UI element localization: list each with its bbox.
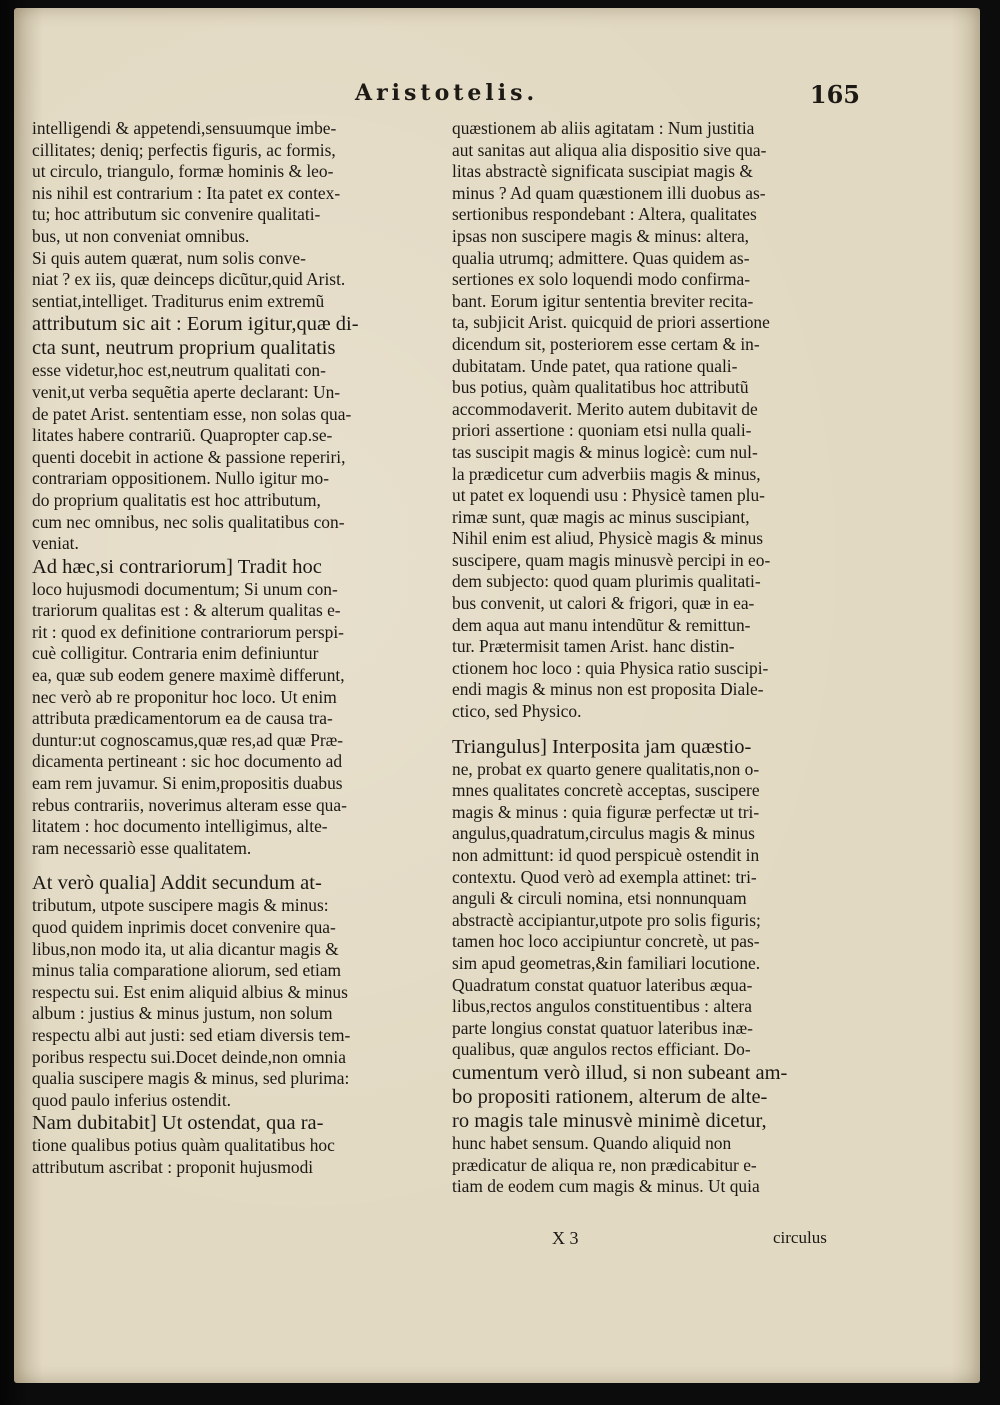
text-line: tiam de eodem cum magis & minus. Ut quia <box>452 1176 760 1197</box>
text-line: tione qualibus potius quàm qualitatibus hoc <box>32 1135 335 1156</box>
text-line: abstractè accipiantur,utpote pro solis figuris; <box>452 909 761 930</box>
text-line: libus,non modo ita, ut alia dicantur magis & <box>32 938 339 959</box>
text-line: quod quidem inprimis docet convenire qua- <box>32 917 336 937</box>
text-line: ipsas non suscipere magis & minus: altera, <box>452 225 750 246</box>
paragraph-gap <box>452 723 846 735</box>
text-line: niat ? ex iis, quæ deinceps dicũtur,quid Arist. <box>32 269 346 290</box>
text-line: bant. Eorum igitur sententia breviter recita- <box>452 290 754 311</box>
text-line: esse videtur,hoc est,neutrum qualitati con- <box>32 360 326 381</box>
text-line: non admittunt: id quod perspicuè ostendit in <box>452 845 760 865</box>
text-line: litas abstractè significata suscipiat magis & <box>452 161 753 182</box>
text-line: duntur:ut cognoscamus,quæ res,ad quæ Præ- <box>32 729 344 750</box>
text-line: magis & minus : quia figuræ perfectæ ut tri- <box>452 801 760 822</box>
text-line: minus talia comparatione aliorum, sed etiam <box>32 960 342 981</box>
text-line: dubitatam. Unde patet, qua ratione quali- <box>452 355 738 376</box>
lemma-line: attributum sic ait : Eorum igitur,quæ di- <box>32 313 359 336</box>
text-line: quæstionem ab aliis agitatam : Num justitia <box>452 118 755 138</box>
text-line: mnes qualitates concretè acceptas, suscipere <box>452 780 760 801</box>
text-line: bus convenit, ut calori & frigori, quæ in ea- <box>452 593 755 614</box>
text-line: ctionem hoc loco : quia Physica ratio suscipi- <box>452 657 769 678</box>
text-line: quenti docebit in actione & passione reperiri, <box>32 446 346 467</box>
lemma-line: At verò qualia] Addit secundum at- <box>32 872 322 895</box>
text-line: attributum ascribat : proponit hujusmodi <box>32 1156 314 1177</box>
text-line: rit : quod ex definitione contrariorum perspi- <box>32 621 344 642</box>
text-line: ea, quæ sub eodem genere maximè differunt, <box>32 665 345 686</box>
text-line: minus ? Ad quam quæstionem illi duobus as- <box>452 182 766 203</box>
text-line: sim apud geometras,&in familiari locutione. <box>452 952 761 973</box>
text-line: contextu. Quod verò ad exempla attinet: tri- <box>452 866 757 887</box>
text-line: Quadratum constat quatuor lateribus æqua- <box>452 974 753 995</box>
text-line: bus, ut non conveniat omnibus. <box>32 225 250 246</box>
text-line: ut circulo, triangulo, formæ hominis & leo- <box>32 161 334 182</box>
text-line: tributum, utpote suscipere magis & minus: <box>32 895 329 916</box>
lemma-line: Triangulus] Interposita jam quæstio- <box>452 735 752 758</box>
text-line: endi magis & minus non est proposita Diale- <box>452 679 764 700</box>
text-line: suscipere, quam magis minusvè percipi in eo- <box>452 549 771 570</box>
text-line: rimæ sunt, quæ magis ac minus suscipiant, <box>452 506 750 527</box>
text-line: intelligendi & appetendi,sensuumque imbe- <box>32 118 337 138</box>
lemma-line: cumentum verò illud, si non subeant am- <box>452 1061 788 1084</box>
text-line: respectu albi aut justi: sed etiam diversis tem- <box>32 1024 351 1045</box>
left-text-column <box>32 118 430 1179</box>
text-line: nec verò ab re proponitur hoc loco. Ut enim <box>32 686 337 707</box>
text-line: ctico, sed Physico. <box>452 701 582 722</box>
text-line: tur. Prætermisit tamen Arist. hanc distin- <box>452 636 735 657</box>
text-line: ta, subjicit Arist. quicquid de priori assertione <box>452 312 770 333</box>
text-line: litates habere contrariũ. Quapropter cap.se- <box>32 425 333 446</box>
text-line: accommodaverit. Merito autem dubitavit de <box>452 398 758 419</box>
text-line: libus,rectos angulos constituentibus : altera <box>452 996 752 1017</box>
running-head: Aristotelis. <box>355 80 539 106</box>
text-line: loco hujusmodi documentum; Si unum con- <box>32 578 338 599</box>
text-line: trariorum qualitas est : & alterum qualitas e- <box>32 600 341 621</box>
text-line: eam rem juvamur. Si enim,propositis duabus <box>32 773 343 794</box>
text-line: priori assertione : quoniam etsi nulla quali- <box>452 420 752 441</box>
text-line: sertionibus respondebant : Altera, qualitates <box>452 204 757 225</box>
text-line: dem subjecto: quod quam plurimis qualitati- <box>452 571 761 592</box>
text-line: anguli & circuli nomina, etsi nonnunquam <box>452 888 747 909</box>
text-line: ram necessariò esse qualitatem. <box>32 837 252 858</box>
catchword: circulus <box>773 1228 827 1247</box>
text-line: prædicatur de aliqua re, non prædicabitur e- <box>452 1154 757 1175</box>
text-line: sertiones ex solo loquendi modo confirma- <box>452 269 750 290</box>
text-line: ut patet ex loquendi usu : Physicè tamen plu- <box>452 485 765 506</box>
text-line: poribus respectu sui.Docet deinde,non omnia <box>32 1046 346 1067</box>
text-line: rebus contrariis, noverimus alteram esse qua- <box>32 794 347 815</box>
text-line: aut sanitas aut aliqua alia dispositio sive qua- <box>452 139 767 160</box>
text-line: do proprium qualitatis est hoc attributum, <box>32 489 321 510</box>
text-line: tamen hoc loco accipiuntur concretè, ut pas- <box>452 931 760 952</box>
lemma-line: Nam dubitabit] Ut ostendat, qua ra- <box>32 1112 324 1135</box>
text-line: attributa prædicamentorum ea de causa tra- <box>32 708 333 729</box>
text-line: tu; hoc attributum sic convenire qualitati- <box>32 204 321 225</box>
text-line: venit,ut verba sequẽtia aperte declarant: Un- <box>32 381 341 402</box>
page-number: 165 <box>809 80 860 109</box>
text-line: hunc habet sensum. Quando aliquid non <box>452 1132 732 1153</box>
text-line: la prædicetur cum adverbiis magis & minus, <box>452 463 761 484</box>
text-line: dicendum sit, posteriorem esse certam & in- <box>452 333 760 354</box>
text-line: dem aqua aut manu intendũtur & remittun- <box>452 614 751 635</box>
lemma-line: ro magis tale minusvè minimè dicetur, <box>452 1109 767 1132</box>
right-text-column <box>452 118 846 1198</box>
text-line: respectu sui. Est enim aliquid albius & minus <box>32 981 348 1002</box>
text-line: Si quis autem quærat, num solis conve- <box>32 247 306 268</box>
text-line: cuè colligitur. Contraria enim definiuntur <box>32 643 319 664</box>
text-line: nis nihil est contrarium : Ita patet ex contex- <box>32 182 341 203</box>
text-line: qualia utrumq; admittere. Quas quidem as- <box>452 247 750 268</box>
text-line: Nihil enim est aliud, Physicè magis & minus <box>452 528 764 549</box>
lemma-line: cta sunt, neutrum proprium qualitatis <box>32 337 336 360</box>
text-line: dicamenta pertineant : sic hoc documento ad <box>32 751 343 772</box>
text-line: contrariam oppositionem. Nullo igitur mo- <box>32 468 330 489</box>
text-line: angulus,quadratum,circulus magis & minus <box>452 823 755 844</box>
text-line: tas suscipit magis & minus logicè: cum nul- <box>452 441 758 462</box>
text-line: album : justius & minus justum, non solum <box>32 1003 333 1024</box>
text-line: qualibus, quæ angulos rectos efficiant. Do- <box>452 1039 751 1060</box>
lemma-line: Ad hæc,si contrariorum] Tradit hoc <box>32 555 322 578</box>
text-line: cillitates; deniq; perfectis figuris, ac formis, <box>32 139 336 160</box>
text-line: litatem : hoc documento intelligimus, alte- <box>32 816 328 837</box>
lemma-line: bo propositi rationem, alterum de alte- <box>452 1085 768 1108</box>
text-line: ne, probat ex quarto genere qualitatis,non o- <box>452 758 760 779</box>
text-line: quod paulo inferius ostendit. <box>32 1089 231 1110</box>
text-line: de patet Arist. sententiam esse, non solas qua- <box>32 403 352 424</box>
text-line: veniat. <box>32 533 79 554</box>
text-line: cum nec omnibus, nec solis qualitatibus con- <box>32 511 345 532</box>
text-line: sentiat,intelliget. Traditurus enim extremũ <box>32 290 325 311</box>
text-line: qualia suscipere magis & minus, sed plurima: <box>32 1068 350 1089</box>
signature-mark: X 3 <box>552 1228 579 1248</box>
text-line: parte longius constat quatuor lateribus inæ- <box>452 1017 753 1038</box>
paragraph-gap <box>32 859 430 871</box>
text-line: bus potius, quàm qualitatibus hoc attributũ <box>452 377 749 398</box>
